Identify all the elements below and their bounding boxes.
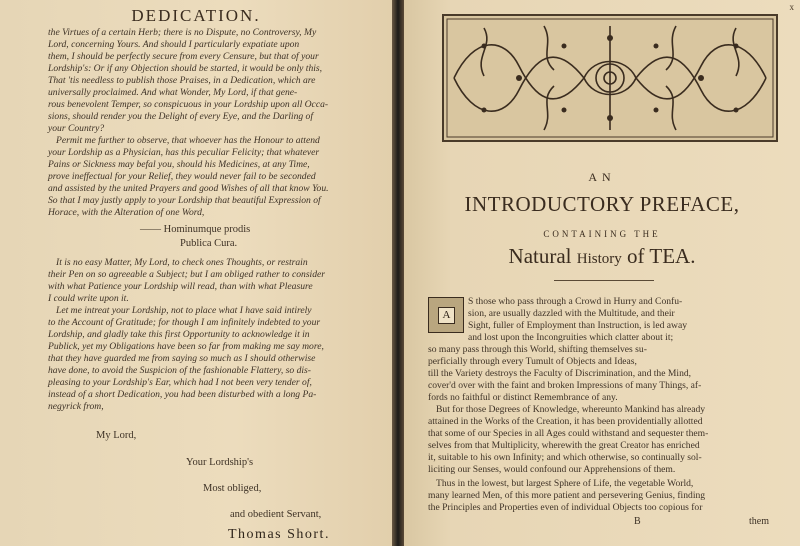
dedication-line: to the Account of Gratitude; for though I am infinitely indebted to your: [48, 317, 321, 328]
dropcap-letter: A: [438, 307, 455, 324]
dedication-line: universally proclaimed. And what Wonder, My Lord, if that gene-: [48, 87, 298, 98]
preface-line: so many pass through this World, shifting themselves su-: [428, 344, 647, 355]
preface-line: many learned Men, of this more patient and persevering Genius, finding: [428, 490, 706, 501]
signoff-line-3: and obedient Servant,: [230, 509, 322, 520]
page-number: x: [789, 2, 794, 12]
quote-line-2: Publica Cura.: [180, 238, 238, 249]
preface-line: Sight, fuller of Employment than Instruction, is led away: [468, 320, 688, 331]
preface-line: selves from that Multiplicity, wherewith the great Creator has enriched: [428, 440, 700, 451]
signoff-salutation: My Lord,: [96, 430, 137, 441]
subtitle-part: of TEA.: [621, 244, 696, 268]
dedication-line: your Country?: [48, 123, 105, 134]
dedication-line: I could write upon it.: [48, 293, 129, 304]
subtitle-part: History: [576, 251, 622, 267]
dedication-line: rous benevolent Temper, so conspicuous in your Lordship upon all Occa-: [48, 99, 329, 110]
preface-line: Thus in the lowest, but largest Sphere of Life, the vegetable World,: [436, 478, 694, 489]
dedication-line: have done, to avoid the Suspicion of the fashionable Flattery, so dis-: [48, 365, 311, 376]
preface-line: and lost upon the Incongruities which clatter about it;: [468, 332, 674, 343]
dedication-line: negyrick from,: [48, 401, 104, 412]
dedication-line: That 'tis needless to publish those Praises, in a Dedication, which are: [48, 75, 316, 86]
title-rule: [554, 280, 654, 281]
dedication-line: that they have guarded me from saying so much as I should otherwise: [48, 353, 316, 364]
preface-line: But for those Degrees of Knowledge, whereunto Mankind has already: [436, 404, 706, 415]
dedication-line: Lordship's: Or if any Objection should be started, it would be only this,: [48, 63, 323, 74]
dedication-line: pleasing to your Lordship's Ear, which had I not been very tender of,: [48, 377, 312, 388]
catchword: them: [749, 516, 769, 527]
dedication-line: Horace, with the Alteration of one Word,: [48, 207, 205, 218]
floral-ornament-icon: [444, 16, 776, 140]
preface-line: attained in the Works of the Creation, it has been providentially allotted: [428, 416, 703, 427]
dedication-line: instead of a short Dedication, you had been disturbed with a long Pa-: [48, 389, 317, 400]
dedication-heading: DEDICATION.: [131, 6, 261, 25]
dedication-line: Pains or Sickness may befal you, should his Medicines, at any Time,: [48, 159, 310, 170]
dropcap-ornament: [428, 297, 464, 333]
left-page: [0, 0, 392, 546]
signoff-line-1: Your Lordship's: [186, 457, 254, 468]
preface-line: fords no faithful or distinct Remembrance of any.: [428, 392, 618, 403]
dedication-line: them, I should be perfectly secure from every Censure, but that of your: [48, 51, 319, 62]
subtitle: [404, 244, 800, 269]
dedication-line: So that I may justly apply to your Lordship that beautiful Expression of: [48, 195, 321, 206]
preface-line: cover'd over with the faint and broken Impressions of many Things, af-: [428, 380, 702, 391]
preface-line: S those who pass through a Crowd in Hurry and Confu-: [468, 296, 683, 307]
dedication-line: and assisted by the united Prayers and good Wishes of all that know You.: [48, 183, 329, 194]
signature-name: Thomas Short.: [228, 527, 330, 542]
dedication-line: Lord, concerning Yours. And should I particularly expatiate upon: [48, 39, 300, 50]
preface-line: perficially through every Tumult of Objects and Ideas,: [428, 356, 637, 367]
main-title: INTRODUCTORY PREFACE,: [464, 192, 740, 216]
dedication-line: Lordship, and gladly take this first Opportunity to acknowledge it in: [48, 329, 310, 340]
preface-line: sion, are usually dazzled with the Multitude, and their: [468, 308, 675, 319]
preface-line: liciting our Senses, would confound our Apprehensions of them.: [428, 464, 676, 475]
signature-mark: B: [634, 516, 641, 527]
containing-line: CONTAINING THE: [543, 229, 661, 239]
dedication-line: their Pen on so agreeable a Subject; but I am obliged rather to consider: [48, 269, 326, 280]
dedication-line: sions, should render you the Delight of every Eye, and the Darling of: [48, 111, 314, 122]
dedication-line: prove ineffectual for your Relief, they would never fail to be seconded: [48, 171, 316, 182]
dedication-line: It is no easy Matter, My Lord, to check ones Thoughts, or restrain: [56, 257, 308, 268]
right-page: [404, 0, 800, 546]
dedication-line: Permit me further to observe, that whoever has the Honour to attend: [56, 135, 320, 146]
title-an: AN: [588, 170, 616, 184]
preface-line: till the Variety destroys the Faculty of Discrimination, and the Mind,: [428, 368, 692, 379]
preface-line: it, suitable to his own Infinity; and which otherwise, so continually sol-: [428, 452, 702, 463]
dedication-line: the Virtues of a certain Herb; there is no Dispute, no Controversy, My: [48, 27, 317, 38]
dedication-line: Let me intreat your Lordship, not to place what I have said intirely: [56, 305, 312, 316]
preface-line: that some of our Species in all Ages could withstand and sequester them-: [428, 428, 709, 439]
subtitle-part: Natural: [508, 244, 577, 268]
dedication-line: with what Patience your Lordship will read, than with what Pleasure: [48, 281, 313, 292]
quote-line-1: —— Hominumque prodis: [140, 224, 251, 235]
preface-line: the Principles and Properties even of individual Objects too copious for: [428, 502, 703, 513]
ornamental-headpiece: [442, 14, 778, 142]
book-gutter: [392, 0, 404, 546]
signoff-line-2: Most obliged,: [203, 483, 262, 494]
dedication-line: your Lordship as a Physician, has this peculiar Felicity; that whatever: [48, 147, 320, 158]
dedication-line: Publick, yet my Obligations have been so far from making me say more,: [48, 341, 324, 352]
